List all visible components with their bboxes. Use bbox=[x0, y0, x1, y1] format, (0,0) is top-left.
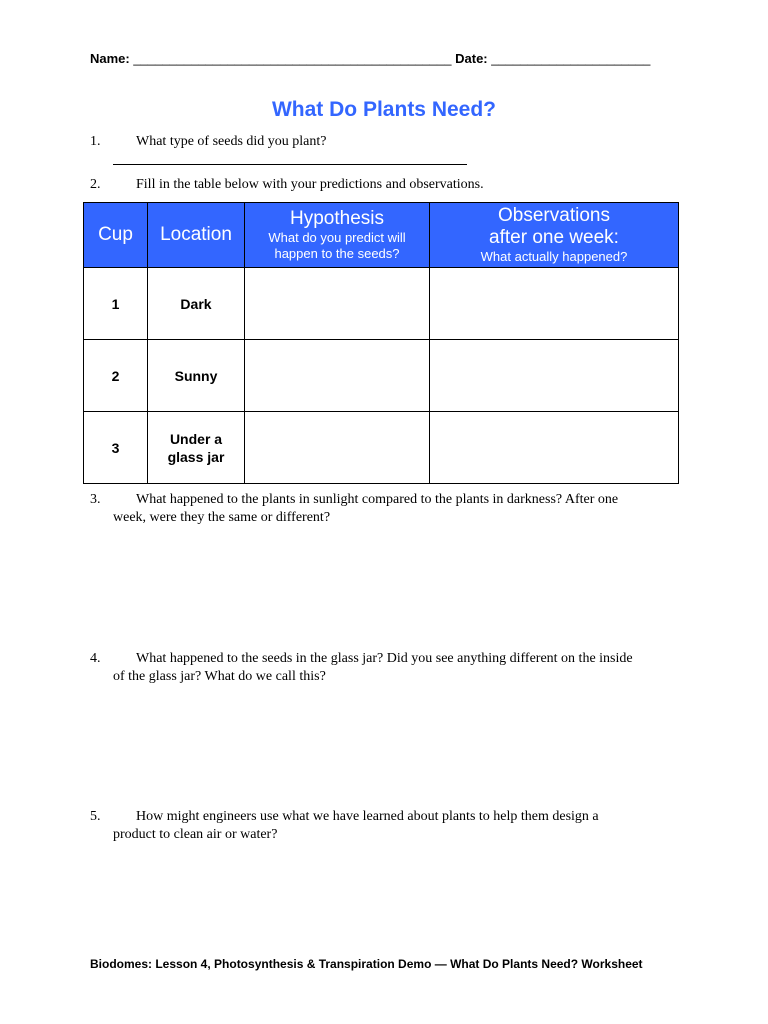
location-cell: Dark bbox=[148, 268, 245, 340]
date-field[interactable]: ______________________ bbox=[491, 51, 651, 66]
question-2 bbox=[90, 176, 680, 194]
hypothesis-cell[interactable] bbox=[245, 340, 430, 412]
name-date-line bbox=[90, 51, 690, 66]
hypothesis-cell[interactable] bbox=[245, 268, 430, 340]
header-location: Location bbox=[148, 203, 245, 268]
cup-cell: 1 bbox=[84, 268, 148, 340]
question-4 bbox=[90, 650, 680, 686]
question-number: 4. bbox=[90, 651, 101, 666]
page-footer: Biodomes: Lesson 4, Photosynthesis & Transpiration Demo — What Do Plants Need? Worksheet bbox=[90, 957, 643, 971]
header-hypothesis bbox=[245, 203, 430, 268]
table-row bbox=[84, 340, 679, 412]
observation-cell[interactable] bbox=[430, 268, 679, 340]
cup-cell: 2 bbox=[84, 340, 148, 412]
observations-title-2: after one week: bbox=[489, 227, 619, 248]
predictions-table bbox=[83, 202, 679, 484]
observation-cell[interactable] bbox=[430, 412, 679, 484]
date-label: Date: bbox=[455, 51, 488, 66]
question-number: 1. bbox=[90, 134, 101, 149]
question-text: What happened to the plants in sunlight compared to the plants in darkness? After one bbox=[136, 492, 619, 507]
location-cell: Under a glass jar bbox=[148, 412, 245, 484]
question-number: 3. bbox=[90, 492, 101, 507]
table-row bbox=[84, 268, 679, 340]
name-field[interactable]: ____________________________________________ bbox=[133, 51, 452, 66]
question-text: Fill in the table below with your predictions and observations. bbox=[136, 177, 484, 192]
page-title: What Do Plants Need? bbox=[271, 98, 497, 121]
question-text-cont: of the glass jar? What do we call this? bbox=[113, 669, 326, 684]
question-5 bbox=[90, 808, 680, 844]
table-header-row bbox=[84, 203, 679, 268]
question-number: 5. bbox=[90, 809, 101, 824]
question-1 bbox=[90, 133, 680, 151]
question-3 bbox=[90, 491, 680, 527]
question-text: What happened to the seeds in the glass jar? Did you see anything different on the inside bbox=[136, 651, 633, 666]
question-text: What type of seeds did you plant? bbox=[136, 134, 327, 149]
cup-cell: 3 bbox=[84, 412, 148, 484]
header-cup: Cup bbox=[84, 203, 148, 268]
question-text: How might engineers use what we have learned about plants to help them design a bbox=[136, 809, 599, 824]
observation-cell[interactable] bbox=[430, 340, 679, 412]
hypothesis-title: Hypothesis bbox=[290, 208, 384, 229]
hypothesis-cell[interactable] bbox=[245, 412, 430, 484]
answer-line-1[interactable] bbox=[113, 164, 467, 165]
table-row bbox=[84, 412, 679, 484]
question-text-cont: product to clean air or water? bbox=[113, 827, 278, 842]
observations-title-1: Observations bbox=[498, 205, 610, 226]
location-cell: Sunny bbox=[148, 340, 245, 412]
question-number: 2. bbox=[90, 177, 101, 192]
question-text-cont: week, were they the same or different? bbox=[113, 510, 331, 525]
observations-subtitle: What actually happened? bbox=[480, 249, 628, 264]
hypothesis-subtitle: What do you predict will happen to the seeds? bbox=[268, 230, 406, 261]
header-observations bbox=[430, 203, 679, 268]
name-label: Name: bbox=[90, 51, 130, 66]
